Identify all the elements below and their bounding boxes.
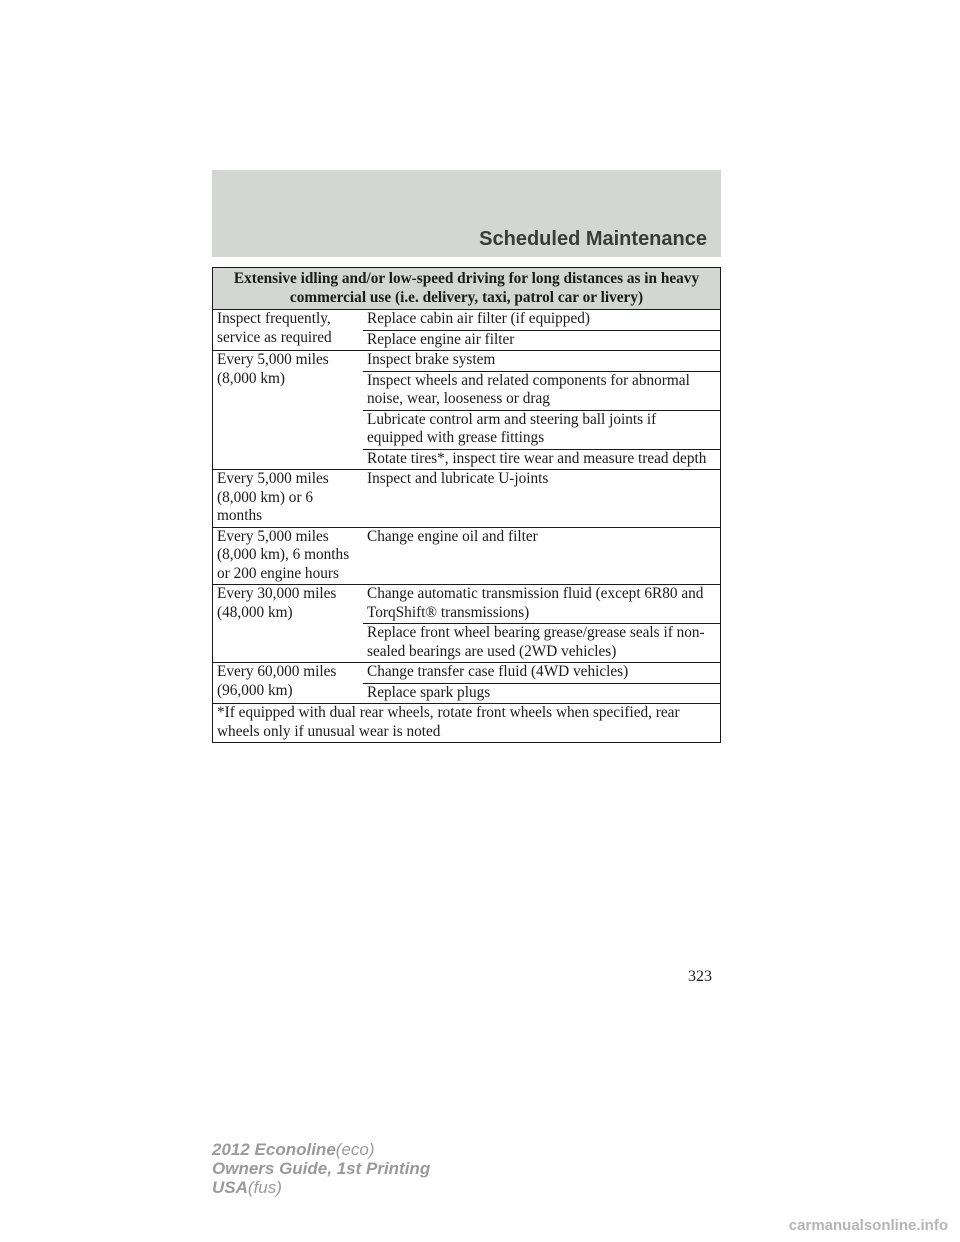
- footer-model-code: (eco): [335, 1140, 375, 1159]
- task-cell: Replace cabin air filter (if equipped): [363, 310, 721, 331]
- watermark: carmanualsonline.info: [788, 1217, 948, 1234]
- interval-cell: Every 60,000 miles (96,000 km): [213, 663, 364, 704]
- table-row: [213, 663, 721, 684]
- task-cell: Replace spark plugs: [363, 683, 721, 704]
- task-cell: Rotate tires*, inspect tire wear and measure tread depth: [363, 449, 721, 470]
- footer-region-code: (fus): [247, 1178, 282, 1197]
- maintenance-table: [212, 267, 721, 743]
- table-row: [213, 310, 721, 331]
- table-footnote: *If equipped with dual rear wheels, rotate front wheels when specified, rear wheels only if unusual wear is noted: [217, 704, 680, 740]
- task-cell: Inspect wheels and related components for abnormal noise, wear, looseness or drag: [363, 371, 721, 410]
- task-cell: Inspect brake system: [363, 351, 721, 372]
- table-row: [213, 470, 721, 528]
- interval-cell: Every 5,000 miles (8,000 km), 6 months or 200 engine hours: [213, 527, 364, 585]
- interval-cell: Inspect frequently, service as required: [213, 310, 364, 351]
- interval-cell: Every 5,000 miles (8,000 km): [213, 351, 364, 470]
- task-cell: Lubricate control arm and steering ball joints if equipped with grease fittings: [363, 410, 721, 449]
- task-cell: Change transfer case fluid (4WD vehicles): [363, 663, 721, 684]
- table-row: [213, 351, 721, 372]
- section-title: Scheduled Maintenance: [479, 228, 707, 250]
- table-row: [213, 527, 721, 585]
- footer-model: 2012 Econoline: [212, 1140, 336, 1159]
- section-header: [212, 170, 721, 257]
- footer-region: USA: [212, 1178, 248, 1197]
- task-cell: Change engine oil and filter: [363, 527, 721, 585]
- table-row: [213, 585, 721, 624]
- interval-cell: Every 30,000 miles (48,000 km): [213, 585, 364, 663]
- table-header: Extensive idling and/or low-speed driving for long distances as in heavy commercial use (i.e. delivery, taxi, patrol car or livery): [213, 268, 721, 310]
- task-cell: Replace engine air filter: [363, 330, 721, 351]
- page-number: 323: [688, 968, 712, 985]
- task-cell: Replace front wheel bearing grease/grease seals if non-sealed bearings are used (2WD vehicles): [363, 624, 721, 663]
- document-footer: [212, 1140, 430, 1197]
- task-cell: Change automatic transmission fluid (except 6R80 and TorqShift® transmissions): [363, 585, 721, 624]
- footer-printing: Owners Guide, 1st Printing: [212, 1159, 431, 1178]
- task-cell: Inspect and lubricate U-joints: [363, 470, 721, 528]
- interval-cell: Every 5,000 miles (8,000 km) or 6 months: [213, 470, 364, 528]
